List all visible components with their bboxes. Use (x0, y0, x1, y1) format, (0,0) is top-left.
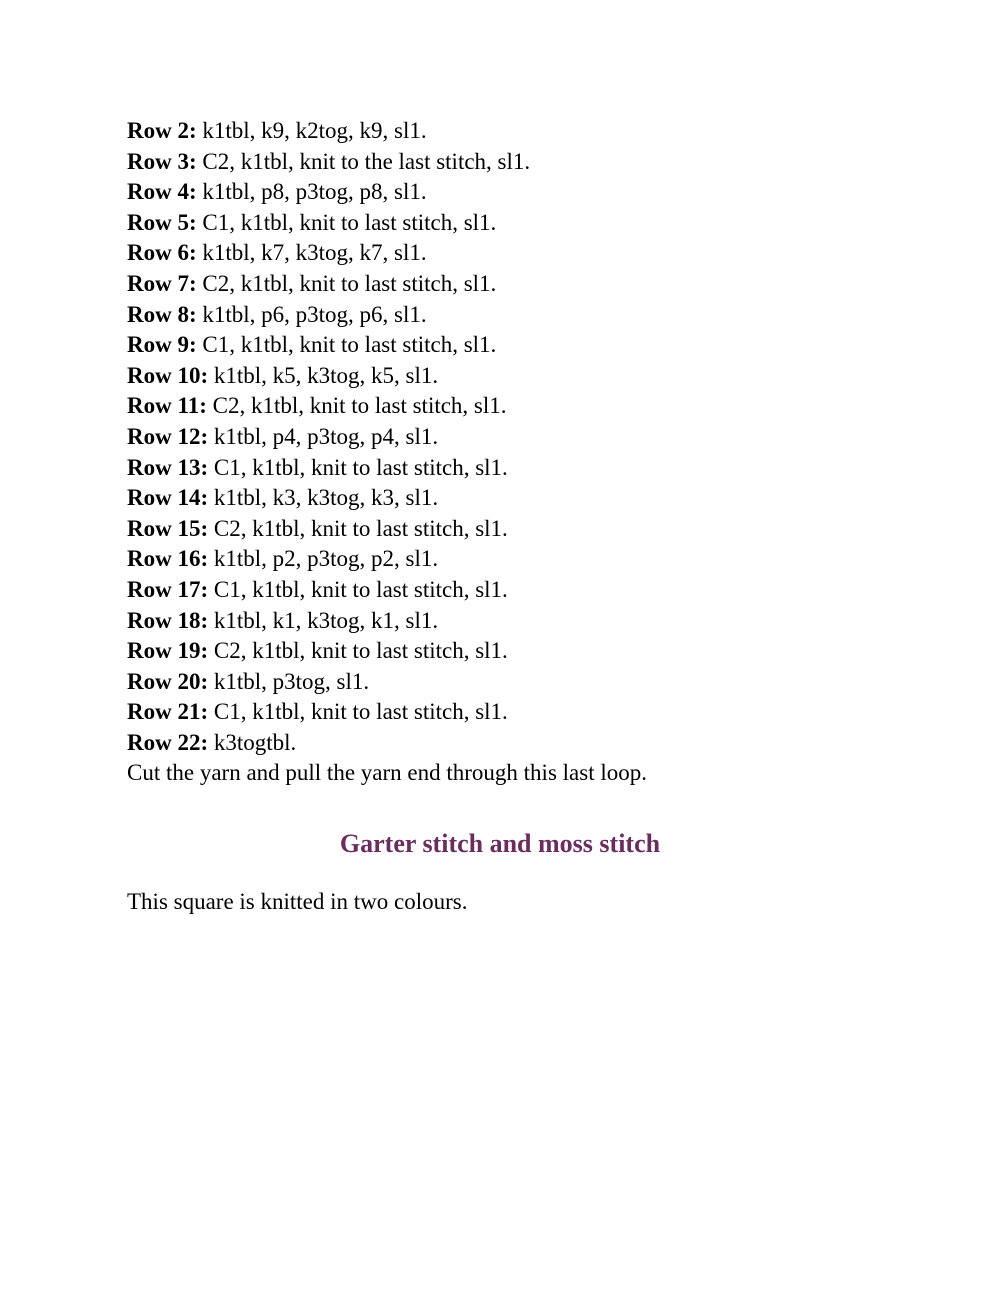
row-instruction: C2, k1tbl, knit to the last stitch, sl1. (196, 148, 531, 174)
row-instruction: k1tbl, k7, k3tog, k7, sl1. (196, 240, 427, 266)
pattern-row (127, 636, 887, 667)
row-instruction: k1tbl, p6, p3tog, p6, sl1. (196, 301, 427, 327)
row-label: Row 14: (127, 485, 209, 511)
row-instruction: C1, k1tbl, knit to last stitch, sl1. (208, 576, 508, 602)
pattern-row (127, 391, 887, 422)
pattern-row (127, 330, 887, 361)
row-label: Row 19: (127, 638, 209, 664)
pattern-row (127, 116, 887, 147)
pattern-row (127, 361, 887, 392)
row-label: Row 6: (127, 240, 197, 266)
pattern-row (127, 728, 887, 759)
row-instruction: k3togtbl. (208, 729, 297, 755)
row-label: Row 13: (127, 454, 209, 480)
row-label: Row 2: (127, 118, 197, 143)
pattern-row (127, 300, 887, 331)
row-label: Row 16: (127, 546, 209, 572)
row-label: Row 21: (127, 699, 209, 725)
pattern-row (127, 483, 887, 514)
row-instruction: C2, k1tbl, knit to last stitch, sl1. (196, 270, 497, 296)
row-instruction: C1, k1tbl, knit to last stitch, sl1. (196, 209, 497, 235)
row-instruction: k1tbl, p3tog, sl1. (208, 668, 370, 694)
pattern-row (127, 606, 887, 637)
pattern-row (127, 147, 887, 178)
row-instruction: C2, k1tbl, knit to last stitch, sl1. (208, 515, 508, 541)
section-heading: Garter stitch and moss stitch (339, 829, 661, 858)
row-instruction: C1, k1tbl, knit to last stitch, sl1. (208, 699, 508, 725)
row-label: Row 8: (127, 301, 197, 327)
row-label: Row 5: (127, 209, 197, 235)
pattern-row (127, 514, 887, 545)
row-label: Row 4: (127, 179, 197, 205)
pattern-row (127, 575, 887, 606)
row-instruction: k1tbl, p8, p3tog, p8, sl1. (196, 179, 427, 205)
row-instruction: k1tbl, k5, k3tog, k5, sl1. (208, 362, 439, 388)
pattern-row (127, 697, 887, 728)
row-instruction: k1tbl, p2, p3tog, p2, sl1. (208, 546, 439, 572)
row-instruction: C1, k1tbl, knit to last stitch, sl1. (208, 454, 508, 480)
row-instruction: k1tbl, p4, p3tog, p4, sl1. (208, 423, 439, 449)
row-label: Row 9: (127, 332, 197, 358)
pattern-instructions (127, 116, 887, 789)
row-label: Row 18: (127, 607, 209, 633)
closing-instruction: Cut the yarn and pull the yarn end through this last loop. (127, 760, 647, 786)
row-instruction: k1tbl, k9, k2tog, k9, sl1. (196, 118, 427, 143)
pattern-row (127, 667, 887, 698)
row-instruction: k1tbl, k3, k3tog, k3, sl1. (208, 485, 439, 511)
row-label: Row 15: (127, 515, 209, 541)
pattern-row (127, 544, 887, 575)
row-label: Row 12: (127, 423, 209, 449)
row-label: Row 22: (127, 729, 209, 755)
row-label: Row 7: (127, 270, 197, 296)
row-label: Row 20: (127, 668, 209, 694)
row-instruction: k1tbl, k1, k3tog, k1, sl1. (208, 607, 439, 633)
row-label: Row 3: (127, 148, 197, 174)
row-instruction: C1, k1tbl, knit to last stitch, sl1. (196, 332, 497, 358)
pattern-row (127, 238, 887, 269)
pattern-row (127, 177, 887, 208)
row-label: Row 11: (127, 393, 207, 419)
pattern-row (127, 422, 887, 453)
pattern-row (127, 269, 887, 300)
pattern-row (127, 453, 887, 484)
row-instruction: C2, k1tbl, knit to last stitch, sl1. (206, 393, 507, 419)
row-instruction: C2, k1tbl, knit to last stitch, sl1. (208, 638, 508, 664)
row-label: Row 10: (127, 362, 209, 388)
section-intro: This square is knitted in two colours. (127, 889, 468, 914)
pattern-row (127, 208, 887, 239)
row-label: Row 17: (127, 576, 209, 602)
